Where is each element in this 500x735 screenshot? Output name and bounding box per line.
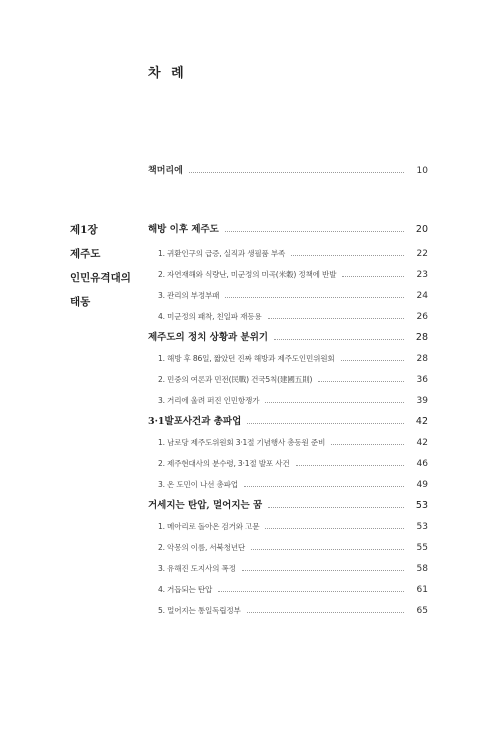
toc-item[interactable] [158,600,428,616]
toc-item[interactable] [158,306,428,322]
toc-item[interactable] [158,243,428,259]
toc-item-page: 24 [416,291,428,301]
toc-section[interactable] [148,411,428,427]
toc-item[interactable] [158,285,428,301]
toc-item-label: 2. 제주현대사의 분수령, 3·1절 발포 사건 [158,459,290,468]
dot-leader [268,507,404,508]
dot-leader [189,172,404,173]
toc-item-page: 65 [416,606,428,616]
dot-leader [225,297,404,298]
toc-item-page: 58 [416,564,428,574]
toc-item-page: 39 [416,396,428,406]
toc-item-page: 46 [416,459,428,469]
toc-entry-page: 10 [416,166,428,176]
toc-item[interactable] [158,369,428,385]
dot-leader [242,570,404,571]
dot-leader [265,528,404,529]
toc-item-label: 3. 온 도민이 나선 총파업 [158,480,238,489]
toc-item-label: 1. 남로당 제주도위원회 3·1절 기념행사 총동원 준비 [158,438,326,447]
toc-item-page: 22 [416,249,428,259]
toc-item[interactable] [158,453,428,469]
dot-leader [291,255,404,256]
toc-item-label: 1. 해방 후 86일, 짧았던 진짜 해방과 제주도인민위원회 [158,354,335,363]
toc-item[interactable] [158,432,428,448]
toc-item-page: 26 [416,312,428,322]
dot-leader [318,381,404,382]
toc-item-page: 49 [416,480,428,490]
toc-item-label: 1. 귀환인구의 급증, 실직과 생필품 부족 [158,249,286,258]
toc-section-title: 3·1발포사건과 총파업 [148,416,242,427]
toc-item[interactable] [158,390,428,406]
toc-item-label: 3. 유해진 도지사의 폭정 [158,564,236,573]
dot-leader [265,402,404,403]
toc-item-label: 3. 관리의 부정부패 [158,291,220,300]
toc-item-page: 61 [416,585,428,595]
toc-section-title: 제주도의 정치 상황과 분위기 [148,332,269,343]
dot-leader [247,423,404,424]
toc-section-page: 20 [415,224,428,235]
toc-item[interactable] [158,537,428,553]
dot-leader [342,276,404,277]
toc-item[interactable] [158,558,428,574]
dot-leader [274,339,404,340]
dot-leader [218,591,404,592]
toc-item-label: 3. 거리에 울려 퍼진 인민항쟁가 [158,396,260,405]
chapter-number: 제1장 [70,224,98,236]
toc-item-page: 28 [416,354,428,364]
toc-section-title: 해방 이후 제주도 [148,224,219,235]
toc-item-label: 1. 메아리로 돌아온 검거와 고문 [158,522,260,531]
toc-item[interactable] [158,348,428,364]
dot-leader [341,360,404,361]
toc-item-label: 4. 미군정의 패착, 친일파 재등용 [158,312,262,321]
toc-item[interactable] [158,579,428,595]
chapter-title-line: 제주도 [70,248,101,260]
toc-section[interactable] [148,219,428,235]
toc-section-page: 42 [415,416,428,427]
dot-leader [244,486,404,487]
toc-item-page: 42 [416,438,428,448]
toc-item-page: 53 [416,522,428,532]
toc-item-label: 5. 멀어지는 통일독립정부 [158,606,241,615]
dot-leader [225,231,404,232]
toc-section-title: 거세지는 탄압, 멀어지는 꿈 [148,500,263,511]
page-title: 차 례 [148,66,187,81]
toc-section-page: 28 [415,332,428,343]
toc-item[interactable] [158,474,428,490]
toc-item[interactable] [158,264,428,280]
toc-item-label: 2. 민중의 여론과 민전(民戰) 건국5칙(建國五則) [158,375,313,384]
toc-item-page: 55 [416,543,428,553]
toc-item-label: 2. 악몽의 이름, 서북청년단 [158,543,246,552]
toc-item-label: 2. 자연재해와 식량난, 미군정의 미곡(米穀) 정책에 반발 [158,270,337,279]
chapter-title-line: 인민유격대의 [70,272,131,284]
dot-leader [251,549,404,550]
toc-item-page: 36 [416,375,428,385]
toc-item-page: 23 [416,270,428,280]
toc-item-label: 4. 거듭되는 탄압 [158,585,213,594]
chapter-title-line: 태동 [70,296,91,308]
dot-leader [247,612,404,613]
toc-section[interactable] [148,327,428,343]
chapter-heading [70,218,131,314]
toc-section[interactable] [148,495,428,511]
toc-section-page: 53 [415,500,428,511]
dot-leader [268,318,404,319]
toc-item[interactable] [158,516,428,532]
dot-leader [296,465,404,466]
dot-leader [331,444,404,445]
toc-entry-label: 책머리에 [148,166,183,176]
toc-entry-preface[interactable] [148,160,428,176]
